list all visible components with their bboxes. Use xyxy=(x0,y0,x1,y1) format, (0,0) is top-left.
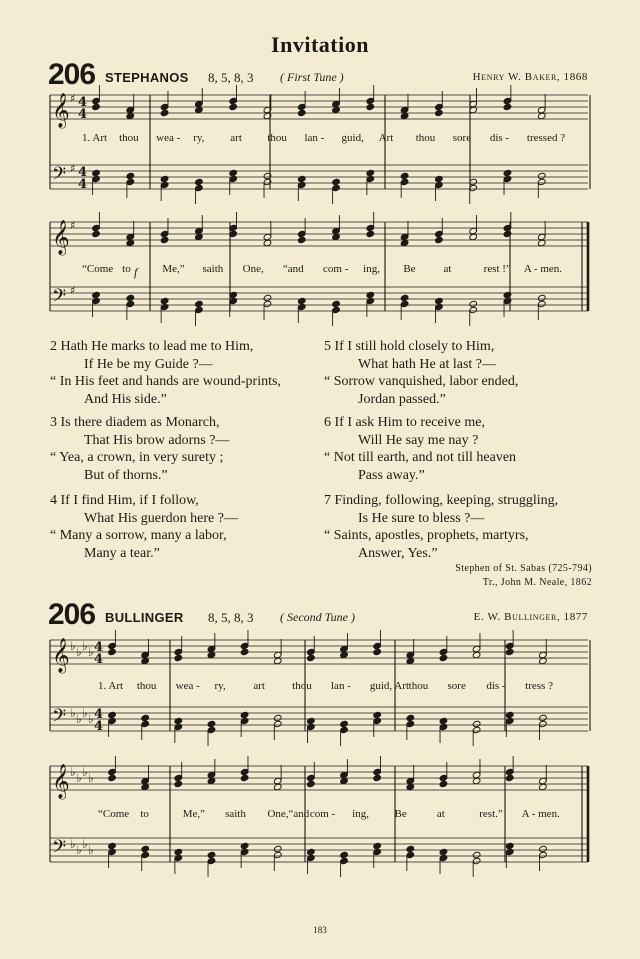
lyric-syllable: guid, xyxy=(341,132,364,144)
time-signature: 4 xyxy=(78,107,88,122)
note-head xyxy=(400,239,409,246)
note-head xyxy=(435,175,444,182)
verse-line: 4 If I find Him, if I follow, xyxy=(50,493,199,508)
note-head xyxy=(373,774,382,781)
lyric-syllable: Be xyxy=(394,808,407,820)
note-head xyxy=(472,851,481,858)
note-head xyxy=(332,106,341,113)
lyric-syllable: thou xyxy=(267,132,287,144)
note-head xyxy=(141,714,150,721)
note-head xyxy=(503,103,512,110)
time-signature: 4 xyxy=(94,707,104,722)
note-head xyxy=(505,711,514,718)
verse-line: But of thorns.” xyxy=(84,467,168,483)
page-number: 183 xyxy=(313,925,327,935)
lyric-syllable: “and xyxy=(282,263,304,275)
note-head xyxy=(469,300,478,307)
note-head xyxy=(439,717,448,724)
tune-note: ( First Tune ) xyxy=(280,70,344,84)
note-head xyxy=(406,657,415,664)
flat-icon: ♭ xyxy=(82,765,88,779)
note-head xyxy=(537,172,546,179)
lyric-syllable: thou xyxy=(415,132,436,144)
flat-icon: ♭ xyxy=(82,837,88,851)
note-head xyxy=(340,851,349,858)
bass-clef-icon: 𝄢 xyxy=(52,837,67,862)
note-head xyxy=(539,845,548,852)
lyric-syllable: art xyxy=(253,680,265,692)
note-head xyxy=(439,654,448,661)
verse-line: What His guerdon here ?— xyxy=(84,510,238,526)
flat-icon: ♭ xyxy=(76,843,82,857)
note-head xyxy=(340,720,349,727)
lyric-syllable: thou xyxy=(292,680,312,692)
lyric-syllable: 1. Art xyxy=(82,132,108,144)
treble-clef-icon: 𝄞 xyxy=(52,220,70,255)
lyric-syllable: ry, xyxy=(193,132,205,144)
verse-line: Many a tear.” xyxy=(84,545,160,561)
note-head xyxy=(505,774,514,781)
sharp-icon: ♯ xyxy=(70,284,76,297)
page-title: Invitation xyxy=(271,32,369,57)
note-head xyxy=(472,777,481,784)
verse-4 xyxy=(50,492,238,562)
time-signature: 4 xyxy=(78,165,88,180)
verse-line: Will He say me nay ? xyxy=(358,432,479,448)
note-head xyxy=(126,294,135,301)
note-head xyxy=(537,239,546,246)
lyric-syllable: lan - xyxy=(331,680,351,692)
note-head xyxy=(195,106,204,113)
time-signature: 4 xyxy=(78,177,88,192)
bass-clef-icon: 𝄢 xyxy=(52,286,67,311)
note-head xyxy=(307,848,316,855)
note-head xyxy=(160,175,169,182)
lyric-syllable: guid, Art xyxy=(369,680,409,692)
composer: Henry W. Baker, 1868 xyxy=(472,71,588,83)
lyric-syllable: ry, xyxy=(214,680,226,692)
flat-icon: ♭ xyxy=(70,639,76,653)
lyric-syllable: com - xyxy=(309,808,336,820)
lyric-syllable: to xyxy=(140,808,149,820)
note-head xyxy=(539,783,548,790)
note-head xyxy=(400,112,409,119)
flat-icon: ♭ xyxy=(82,706,88,720)
lyric-syllable: “Come xyxy=(82,263,114,275)
note-head xyxy=(160,297,169,304)
note-head xyxy=(92,103,101,110)
lyric-syllable: A - men. xyxy=(521,808,560,820)
lyric-syllable: com - xyxy=(323,263,349,275)
note-head xyxy=(229,169,238,176)
note-head xyxy=(297,109,306,116)
treble-clef-icon: 𝄞 xyxy=(52,638,70,673)
lyric-syllable: wea - xyxy=(156,132,181,144)
lyric-syllable: rest !” xyxy=(483,263,511,275)
note-head xyxy=(108,774,117,781)
verse-7 xyxy=(324,492,558,562)
tune-name: STEPHANOS xyxy=(105,70,189,85)
sharp-icon: ♯ xyxy=(70,92,76,105)
lyric-syllable: at xyxy=(436,808,445,820)
verse-line: “ Not till earth, and not till heaven xyxy=(324,450,517,465)
verse-line: And His side.” xyxy=(84,391,167,407)
lyric-syllable: dis - xyxy=(486,680,506,692)
tune-name: BULLINGER xyxy=(105,610,184,625)
flat-icon: ♭ xyxy=(70,837,76,851)
lyric-syllable: 1. Art xyxy=(98,680,124,692)
note-head xyxy=(307,654,316,661)
note-head xyxy=(174,780,183,787)
note-head xyxy=(366,291,375,298)
flat-icon: ♭ xyxy=(70,706,76,720)
lyric-syllable: A - men. xyxy=(523,263,563,275)
time-signature: 4 xyxy=(94,640,104,655)
lyric-syllable: wea - xyxy=(175,680,200,692)
note-head xyxy=(297,236,306,243)
dynamic-mark: f xyxy=(134,265,138,279)
lyric-syllable: sore xyxy=(452,132,472,144)
note-head xyxy=(332,178,341,185)
note-head xyxy=(435,109,444,116)
lyric-syllable: Be xyxy=(403,263,416,275)
verse-line: Answer, Yes.” xyxy=(358,545,438,561)
note-head xyxy=(141,845,150,852)
note-head xyxy=(406,783,415,790)
note-head xyxy=(207,777,216,784)
time-signature: 4 xyxy=(94,719,104,734)
verse-line: 3 Is there diadem as Monarch, xyxy=(50,415,220,430)
flat-icon: ♭ xyxy=(76,712,82,726)
tune-note: ( Second Tune ) xyxy=(280,610,355,624)
bass-clef-icon: 𝄢 xyxy=(52,706,67,731)
note-head xyxy=(195,300,204,307)
note-head xyxy=(263,239,272,246)
verse-5 xyxy=(324,338,518,408)
lyric-syllable: saith xyxy=(202,263,224,275)
note-head xyxy=(340,777,349,784)
note-head xyxy=(332,300,341,307)
lyric-syllable: ing, xyxy=(363,263,380,275)
lyric-syllable: “Come xyxy=(98,808,130,820)
treble-clef-icon: 𝄞 xyxy=(52,764,70,799)
note-head xyxy=(263,294,272,301)
lyric-syllable: Art xyxy=(378,132,394,144)
note-head xyxy=(373,648,382,655)
note-head xyxy=(400,294,409,301)
lyric-syllable: tress ? xyxy=(525,680,553,692)
note-head xyxy=(160,236,169,243)
note-head xyxy=(439,780,448,787)
note-head xyxy=(160,109,169,116)
hymn-header-second xyxy=(48,598,588,634)
flat-icon: ♭ xyxy=(70,765,76,779)
note-head xyxy=(195,178,204,185)
verse-line: 7 Finding, following, keeping, struggling, xyxy=(324,493,559,508)
note-head xyxy=(174,717,183,724)
note-head xyxy=(472,720,481,727)
note-head xyxy=(240,774,249,781)
note-head xyxy=(207,651,216,658)
verse-line: Jordan passed.” xyxy=(358,391,446,407)
verse-line: Is He sure to bless ?— xyxy=(358,510,485,526)
lyric-syllable: Me,” xyxy=(162,263,185,275)
time-signature: 4 xyxy=(78,95,88,110)
note-head xyxy=(406,714,415,721)
note-head xyxy=(297,297,306,304)
lyric-syllable: ing, xyxy=(352,808,369,820)
hymn-header-first xyxy=(48,58,588,94)
note-head xyxy=(366,103,375,110)
lyric-syllable: tressed ? xyxy=(526,132,566,144)
author-credit: Stephen of St. Sabas (725-794) xyxy=(455,563,592,574)
hymn-number: 206 xyxy=(48,58,96,91)
verse-line: 6 If I ask Him to receive me, xyxy=(324,415,485,430)
note-head xyxy=(472,651,481,658)
note-head xyxy=(537,112,546,119)
verse-2 xyxy=(50,338,281,408)
note-head xyxy=(126,239,135,246)
note-head xyxy=(307,717,316,724)
verse-6 xyxy=(324,414,516,484)
translator-credit: Tr., John M. Neale, 1862 xyxy=(482,577,592,588)
verse-line: 2 Hath He marks to lead me to Him, xyxy=(50,339,254,354)
note-head xyxy=(537,294,546,301)
note-head xyxy=(539,714,548,721)
note-head xyxy=(469,233,478,240)
note-head xyxy=(207,851,216,858)
note-head xyxy=(229,103,238,110)
verse-3 xyxy=(50,414,229,484)
note-head xyxy=(539,657,548,664)
flat-icon: ♭ xyxy=(88,712,94,726)
bass-clef-icon: 𝄢 xyxy=(52,164,67,189)
note-head xyxy=(297,175,306,182)
lyric-syllable: lan - xyxy=(304,132,325,144)
note-head xyxy=(273,845,282,852)
hymn-number: 206 xyxy=(48,598,96,631)
note-head xyxy=(505,648,514,655)
verse-line: Pass away.” xyxy=(358,467,425,483)
time-signature: 4 xyxy=(94,652,104,667)
note-head xyxy=(273,657,282,664)
verse-line: “ Many a sorrow, many a labor, xyxy=(50,528,227,543)
verse-line: What hath He at last ?— xyxy=(358,356,497,372)
flat-icon: ♭ xyxy=(88,771,94,785)
composer: E. W. Bullinger, 1877 xyxy=(473,611,588,623)
note-head xyxy=(141,657,150,664)
note-head xyxy=(366,169,375,176)
lyric-syllable: dis - xyxy=(489,132,510,144)
note-head xyxy=(273,714,282,721)
lyric-syllable: at xyxy=(443,263,452,275)
verse-line: If He be my Guide ?— xyxy=(84,356,213,372)
note-head xyxy=(92,291,101,298)
note-head xyxy=(108,711,117,718)
note-head xyxy=(207,720,216,727)
note-head xyxy=(340,651,349,658)
verse-line: “ Sorrow vanquished, labor ended, xyxy=(324,374,519,389)
note-head xyxy=(400,172,409,179)
verse-line: That His brow adorns ?— xyxy=(84,432,230,448)
note-head xyxy=(195,233,204,240)
verse-line: “ Yea, a crown, in very surety ; xyxy=(50,450,224,465)
note-head xyxy=(435,297,444,304)
lyric-syllable: One,“and xyxy=(267,808,310,820)
note-head xyxy=(126,172,135,179)
flat-icon: ♭ xyxy=(76,645,82,659)
treble-clef-icon: 𝄞 xyxy=(52,93,70,128)
note-head xyxy=(435,236,444,243)
lyric-syllable: thou xyxy=(408,680,429,692)
sharp-icon: ♯ xyxy=(70,219,76,232)
note-head xyxy=(366,230,375,237)
lyric-syllable: rest.” xyxy=(479,808,503,820)
note-head xyxy=(240,648,249,655)
note-head xyxy=(373,842,382,849)
note-head xyxy=(92,230,101,237)
note-head xyxy=(126,112,135,119)
flat-icon: ♭ xyxy=(88,843,94,857)
note-head xyxy=(307,780,316,787)
note-head xyxy=(108,842,117,849)
note-head xyxy=(332,233,341,240)
lyric-syllable: thou xyxy=(136,680,157,692)
note-head xyxy=(174,848,183,855)
note-head xyxy=(406,845,415,852)
tune-meter: 8, 5, 8, 3 xyxy=(208,70,254,85)
lyric-syllable: saith xyxy=(225,808,246,820)
note-head xyxy=(240,711,249,718)
flat-icon: ♭ xyxy=(76,771,82,785)
lyric-syllable: thou xyxy=(119,132,139,144)
lyric-syllable: sore xyxy=(447,680,466,692)
verse-line: “ Saints, apostles, prophets, martyrs, xyxy=(324,528,529,543)
verse-line: “ In His feet and hands are wound-prints, xyxy=(50,374,281,389)
verses xyxy=(48,338,608,598)
note-head xyxy=(240,842,249,849)
flat-icon: ♭ xyxy=(88,645,94,659)
verse-line: 5 If I still hold closely to Him, xyxy=(324,339,495,354)
lyric-syllable: art xyxy=(230,132,242,144)
lyric-syllable: Me,” xyxy=(182,808,206,820)
tune-meter: 8, 5, 8, 3 xyxy=(208,610,254,625)
lyric-syllable: One, xyxy=(242,263,264,275)
note-head xyxy=(108,648,117,655)
note-head xyxy=(503,169,512,176)
lyric-syllable: to xyxy=(122,263,131,275)
note-head xyxy=(439,848,448,855)
note-head xyxy=(273,783,282,790)
note-head xyxy=(174,654,183,661)
note-head xyxy=(141,783,150,790)
note-head xyxy=(505,842,514,849)
flat-icon: ♭ xyxy=(82,639,88,653)
note-head xyxy=(373,711,382,718)
note-head xyxy=(92,169,101,176)
sharp-icon: ♯ xyxy=(70,162,76,175)
